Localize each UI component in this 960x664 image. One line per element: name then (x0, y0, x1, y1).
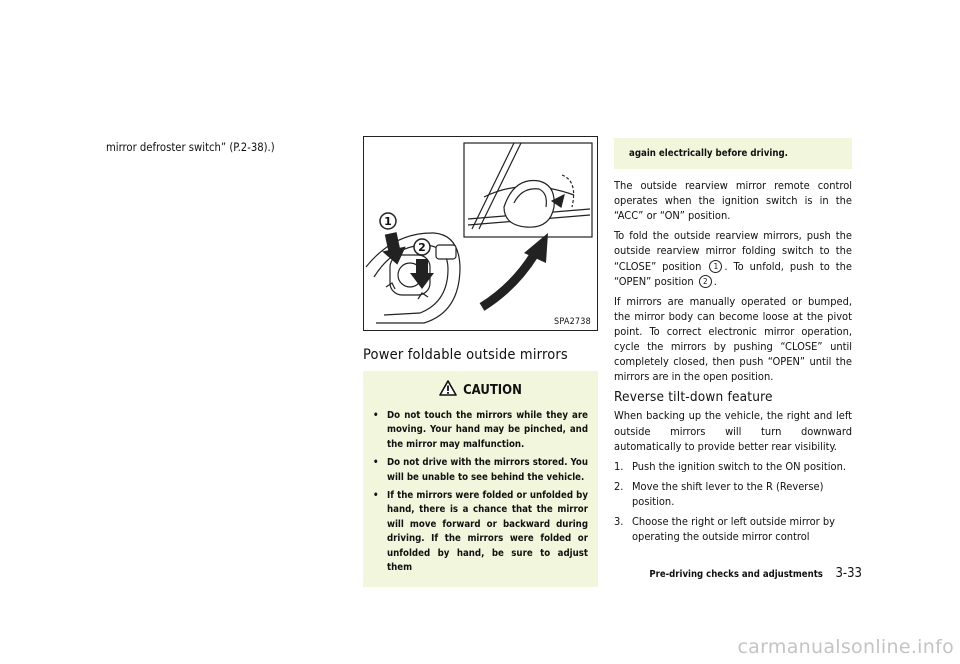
caution-continued: again electrically before driving. (614, 138, 852, 169)
warning-triangle-icon (439, 380, 457, 396)
svg-text:2: 2 (418, 241, 426, 254)
console-switch (366, 233, 460, 323)
subheading-reverse-tilt: Reverse tilt-down feature (614, 389, 773, 406)
paragraph-remote-control: The outside rearview mirror remote control operates when the ignition switch is in the “ACC” or “ON” position. (614, 179, 852, 223)
watermark: carmanualsonline.info (737, 636, 954, 658)
step-item (614, 514, 852, 544)
bullet: • (373, 457, 379, 469)
figure-code: SPA2738 (554, 317, 591, 327)
caution-text: Do not drive with the mirrors stored. You will be unable to see behind the vehicle. (387, 457, 588, 483)
caution-item (373, 456, 588, 485)
caution-text: If the mirrors were folded or unfolded by hand, there is a chance that the mirror will move forward or backward during driving. If the mirrors were folded or unfolded by hand, be sure to adjust them (387, 490, 588, 574)
step-number: 1. (614, 459, 624, 473)
step-text: Choose the right or left outside mirror by operating the outside mirror control (632, 514, 835, 544)
step-item (614, 459, 852, 474)
continued-text: mirror defroster switch” (P.2-38).) (106, 141, 275, 154)
callout-ref-1: 1 (709, 260, 722, 273)
caution-box (363, 371, 598, 587)
footer-section-title: Pre-driving checks and adjustments (649, 569, 823, 580)
mirror-switch-illustration (364, 137, 597, 330)
caution-heading (373, 380, 588, 399)
caution-item (373, 489, 588, 575)
step-number: 3. (614, 514, 624, 528)
page-footer (622, 562, 862, 581)
paragraph-manual-operation: If mirrors are manually operated or bumped, the mirror body can become loose at the pivot point. To correct electronic mirror operation, cycle the mirrors by pushing “CLOSE” until completely closed, then push “OPEN” until the mirrors are in the open position. (614, 294, 852, 384)
mirror-inset (464, 143, 592, 237)
paragraph-reverse-tilt: When backing up the vehicle, the right and left outside mirrors will turn downward automatically to provide better rear visibility. (614, 409, 852, 453)
fold-text-a: To fold the outside rearview mirrors, push the outside rearview mirror folding switch to the “CLOSE” position (614, 229, 852, 273)
fold-text-end: . (713, 274, 717, 288)
step-item (614, 479, 852, 509)
bullet: • (373, 490, 379, 502)
right-column (614, 138, 852, 549)
caution-label: CAUTION (463, 383, 522, 398)
middle-column (363, 136, 598, 587)
page-number: 3-33 (835, 566, 862, 581)
step-number: 2. (614, 479, 624, 493)
svg-text:1: 1 (384, 215, 392, 228)
section-title: Power foldable outside mirrors (363, 347, 568, 363)
step-text: Push the ignition switch to the ON position. (632, 459, 847, 473)
caution-item (373, 409, 588, 452)
mirror-switch-figure (363, 136, 598, 331)
paragraph-fold-instructions (614, 228, 852, 288)
step-text: Move the shift lever to the R (Reverse) position. (632, 479, 824, 508)
bullet: • (373, 410, 379, 421)
caution-text: Do not touch the mirrors while they are moving. Your hand may be pinched, and the mirror may malfunction. (387, 410, 588, 450)
left-column (106, 140, 346, 155)
callout-ref-2: 2 (699, 275, 712, 288)
transition-arrow (482, 233, 548, 307)
fold-text-b: . To unfold, push to the “OPEN” position (614, 259, 852, 288)
